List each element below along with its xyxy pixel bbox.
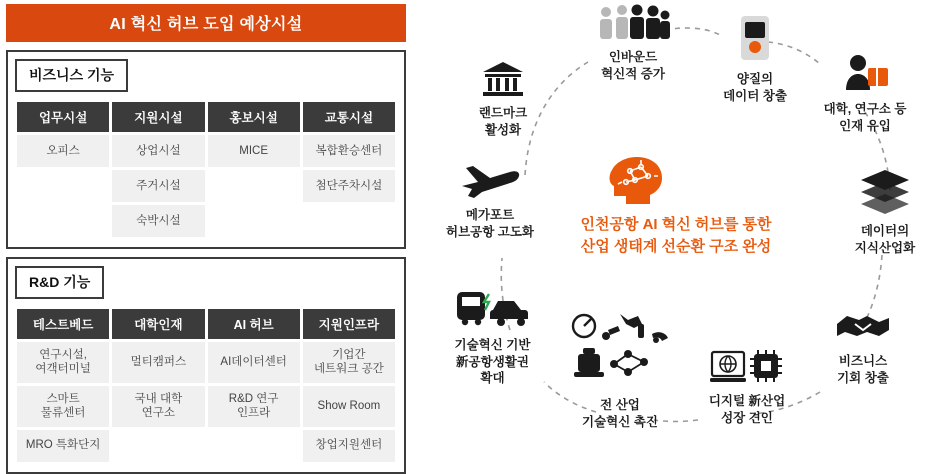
node-label: 메가포트 <box>465 208 515 223</box>
rnd-table <box>14 306 398 465</box>
table-cell-empty <box>17 170 109 202</box>
node-label: 기술혁신 촉진 <box>582 414 658 429</box>
table-cell-empty <box>208 430 300 462</box>
table-cell-empty <box>208 170 300 202</box>
node-label: 양질의 <box>736 72 774 87</box>
node-label: 기술혁신 기반 <box>454 338 531 353</box>
train-car-icon <box>420 288 565 334</box>
left-panel <box>6 4 406 450</box>
node-label: 기회 창출 <box>837 370 889 385</box>
table-cell-empty <box>208 205 300 237</box>
node-digital-industry <box>682 348 812 426</box>
table-cell-empty <box>112 430 204 462</box>
table-cell: R&D 연구 인프라 <box>208 386 300 427</box>
table-cell: 기업간 네트워크 공간 <box>303 342 395 383</box>
table-cell: MICE <box>208 135 300 167</box>
node-label: 지식산업화 <box>854 240 916 255</box>
node-label: 데이터의 <box>860 224 910 239</box>
column-header: AI 허브 <box>208 309 300 339</box>
cycle-diagram <box>410 0 942 454</box>
node-label: 인재 유입 <box>839 118 891 133</box>
column-header: 테스트베드 <box>17 309 109 339</box>
node-label: 대학, 연구소 등 <box>823 102 907 117</box>
node-business-chance <box>808 310 918 386</box>
node-inbound <box>573 2 693 82</box>
table-cell: 복합환승센터 <box>303 135 395 167</box>
table-row <box>17 205 395 237</box>
table-row <box>17 135 395 167</box>
column-header: 대학인재 <box>112 309 204 339</box>
bank-icon <box>448 60 558 102</box>
data-stack-icon <box>830 168 940 220</box>
business-table <box>14 99 398 240</box>
table-cell: 주거시설 <box>112 170 204 202</box>
laptop-chip-icon <box>682 348 812 390</box>
table-cell: 첨단주차시설 <box>303 170 395 202</box>
table-row <box>17 386 395 427</box>
handshake-icon <box>808 310 918 350</box>
node-landmark <box>448 60 558 138</box>
node-knowledge <box>830 168 940 256</box>
node-label: 활성화 <box>484 122 522 137</box>
table-header-row <box>17 309 395 339</box>
center-message-line1: 인천공항 AI 혁신 허브를 통한 <box>580 216 772 233</box>
node-label: 데이터 창출 <box>723 88 787 103</box>
table-cell: 연구시설, 여객터미널 <box>17 342 109 383</box>
table-cell: 멀티캠퍼스 <box>112 342 204 383</box>
node-label: 디지털 新산업 <box>708 394 786 409</box>
column-header: 지원인프라 <box>303 309 395 339</box>
node-megaport <box>410 158 570 240</box>
table-cell: 스마트 물류센터 <box>17 386 109 427</box>
node-airport-life <box>420 288 565 386</box>
table-cell: 국내 대학 연구소 <box>112 386 204 427</box>
student-icon <box>790 52 940 98</box>
node-label: 랜드마크 <box>478 106 528 121</box>
table-cell: Show Room <box>303 386 395 427</box>
section-title-business: 비즈니스 기능 <box>15 59 128 92</box>
table-cell-empty <box>303 205 395 237</box>
table-cell: 상업시설 <box>112 135 204 167</box>
ai-brain-head-icon <box>606 152 670 208</box>
table-cell: MRO 특화단지 <box>17 430 109 462</box>
table-cell: AI데이터센터 <box>208 342 300 383</box>
section-title-rnd: R&D 기능 <box>15 266 104 299</box>
column-header: 홍보시설 <box>208 102 300 132</box>
column-header: 지원시설 <box>112 102 204 132</box>
node-all-industry <box>550 310 690 430</box>
table-cell: 숙박시설 <box>112 205 204 237</box>
people-group-icon <box>573 2 693 46</box>
section-rnd <box>6 257 406 474</box>
node-label: 인바운드 <box>608 50 658 65</box>
table-row <box>17 342 395 383</box>
table-row <box>17 430 395 462</box>
node-label: 확대 <box>480 370 505 385</box>
table-cell-empty <box>17 205 109 237</box>
node-label: 성장 견인 <box>721 410 773 425</box>
node-label: 비즈니스 <box>838 354 888 369</box>
page-title: AI 혁신 허브 도입 예상시설 <box>6 4 406 42</box>
table-cell: 창업지원센터 <box>303 430 395 462</box>
airplane-icon <box>410 158 570 204</box>
node-label: 新공항생활권 <box>456 354 529 369</box>
section-business <box>6 50 406 249</box>
table-header-row <box>17 102 395 132</box>
node-label: 전 산업 <box>600 398 640 413</box>
center-message-line2: 산업 생태계 선순환 구조 완성 <box>580 237 772 255</box>
table-cell: 오피스 <box>17 135 109 167</box>
node-label: 허브공항 고도화 <box>446 224 534 239</box>
column-header: 교통시설 <box>303 102 395 132</box>
industry-tech-icon <box>550 310 690 394</box>
column-header: 업무시설 <box>17 102 109 132</box>
node-talent <box>790 52 940 134</box>
table-row <box>17 170 395 202</box>
node-label: 혁신적 증가 <box>601 66 665 81</box>
